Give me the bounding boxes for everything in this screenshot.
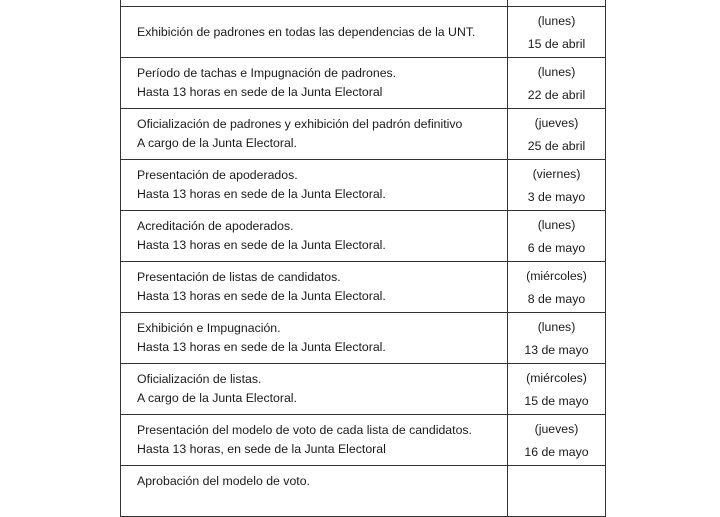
date-label: 15 de mayo <box>524 393 589 408</box>
date-cell <box>508 7 606 57</box>
date-cell <box>508 109 606 159</box>
description-line: Presentación de listas de candidatos. <box>137 270 341 284</box>
date-label: 13 de mayo <box>524 342 589 357</box>
description-line: A cargo de la Junta Electoral. <box>137 391 297 405</box>
description-line: Hasta 13 horas en sede de la Junta Electoral. <box>137 340 386 354</box>
description-line: Período de tachas e Impugnación de padrones. <box>137 66 397 80</box>
table-row <box>121 415 606 466</box>
description-cell <box>121 313 508 363</box>
weekday-label: (miércoles) <box>526 370 587 385</box>
table-row <box>121 211 606 262</box>
description-line: Presentación del modelo de voto de cada lista de candidatos. <box>137 423 472 437</box>
description-line: Exhibición de padrones en todas las dependencias de la UNT. <box>137 24 476 39</box>
table-row <box>121 364 606 415</box>
date-cell <box>508 364 606 414</box>
date-cell <box>508 0 606 6</box>
weekday-label: (lunes) <box>537 319 576 334</box>
weekday-label: (lunes) <box>537 13 576 28</box>
date-cell <box>508 415 606 465</box>
date-cell <box>508 466 606 516</box>
schedule-table <box>120 0 606 517</box>
weekday-label: (jueves) <box>534 115 579 130</box>
description-cell <box>121 7 508 57</box>
description-cell <box>121 211 508 261</box>
description-line: Aprobación del modelo de voto. <box>137 474 310 488</box>
description-cell <box>121 466 508 516</box>
description-cell <box>121 109 508 159</box>
date-cell <box>508 313 606 363</box>
description-cell <box>121 364 508 414</box>
table-row <box>121 160 606 211</box>
date-cell <box>508 262 606 312</box>
date-label: 15 de abril <box>527 36 586 51</box>
date-cell <box>508 58 606 108</box>
description-cell <box>121 160 508 210</box>
description-line: Hasta 13 horas en sede de la Junta Electoral <box>137 85 383 99</box>
description-cell <box>121 58 508 108</box>
table-row <box>121 58 606 109</box>
description-line: Exhibición e Impugnación. <box>137 321 281 335</box>
description-line: Hasta 13 horas en sede de la Junta Electoral. <box>137 187 386 201</box>
table-row <box>121 7 606 58</box>
date-label: 16 de mayo <box>524 444 589 459</box>
description-cell <box>121 0 508 6</box>
table-row <box>121 313 606 364</box>
description-cell <box>121 415 508 465</box>
date-cell <box>508 160 606 210</box>
description-line: Presentación de apoderados. <box>137 168 298 182</box>
weekday-label: (jueves) <box>534 421 579 436</box>
date-label: 8 de mayo <box>527 291 586 306</box>
date-label: 25 de abril <box>527 138 586 153</box>
description-cell <box>121 262 508 312</box>
description-line: Hasta 13 horas, en sede de la Junta Electoral <box>137 442 386 456</box>
description-line: Acreditación de apoderados. <box>137 219 294 233</box>
table-row <box>121 109 606 160</box>
description-line: Oficialización de padrones y exhibición del padrón definitivo <box>137 117 463 131</box>
description-line: Oficialización de listas. <box>137 372 262 386</box>
date-label: 6 de mayo <box>527 240 586 255</box>
table-row <box>121 466 606 517</box>
description-line: A cargo de la Junta Electoral. <box>137 136 297 150</box>
date-label: 3 de mayo <box>527 189 586 204</box>
date-cell <box>508 211 606 261</box>
table-row <box>121 0 606 7</box>
description-line: Hasta 13 horas en sede de la Junta Electoral. <box>137 289 386 303</box>
weekday-label: (viernes) <box>532 166 581 181</box>
weekday-label: (lunes) <box>537 217 576 232</box>
weekday-label: (miércoles) <box>526 268 587 283</box>
date-label: 22 de abril <box>527 87 586 102</box>
weekday-label: (lunes) <box>537 64 576 79</box>
table-row <box>121 262 606 313</box>
description-line: Hasta 13 horas en sede de la Junta Electoral. <box>137 238 386 252</box>
